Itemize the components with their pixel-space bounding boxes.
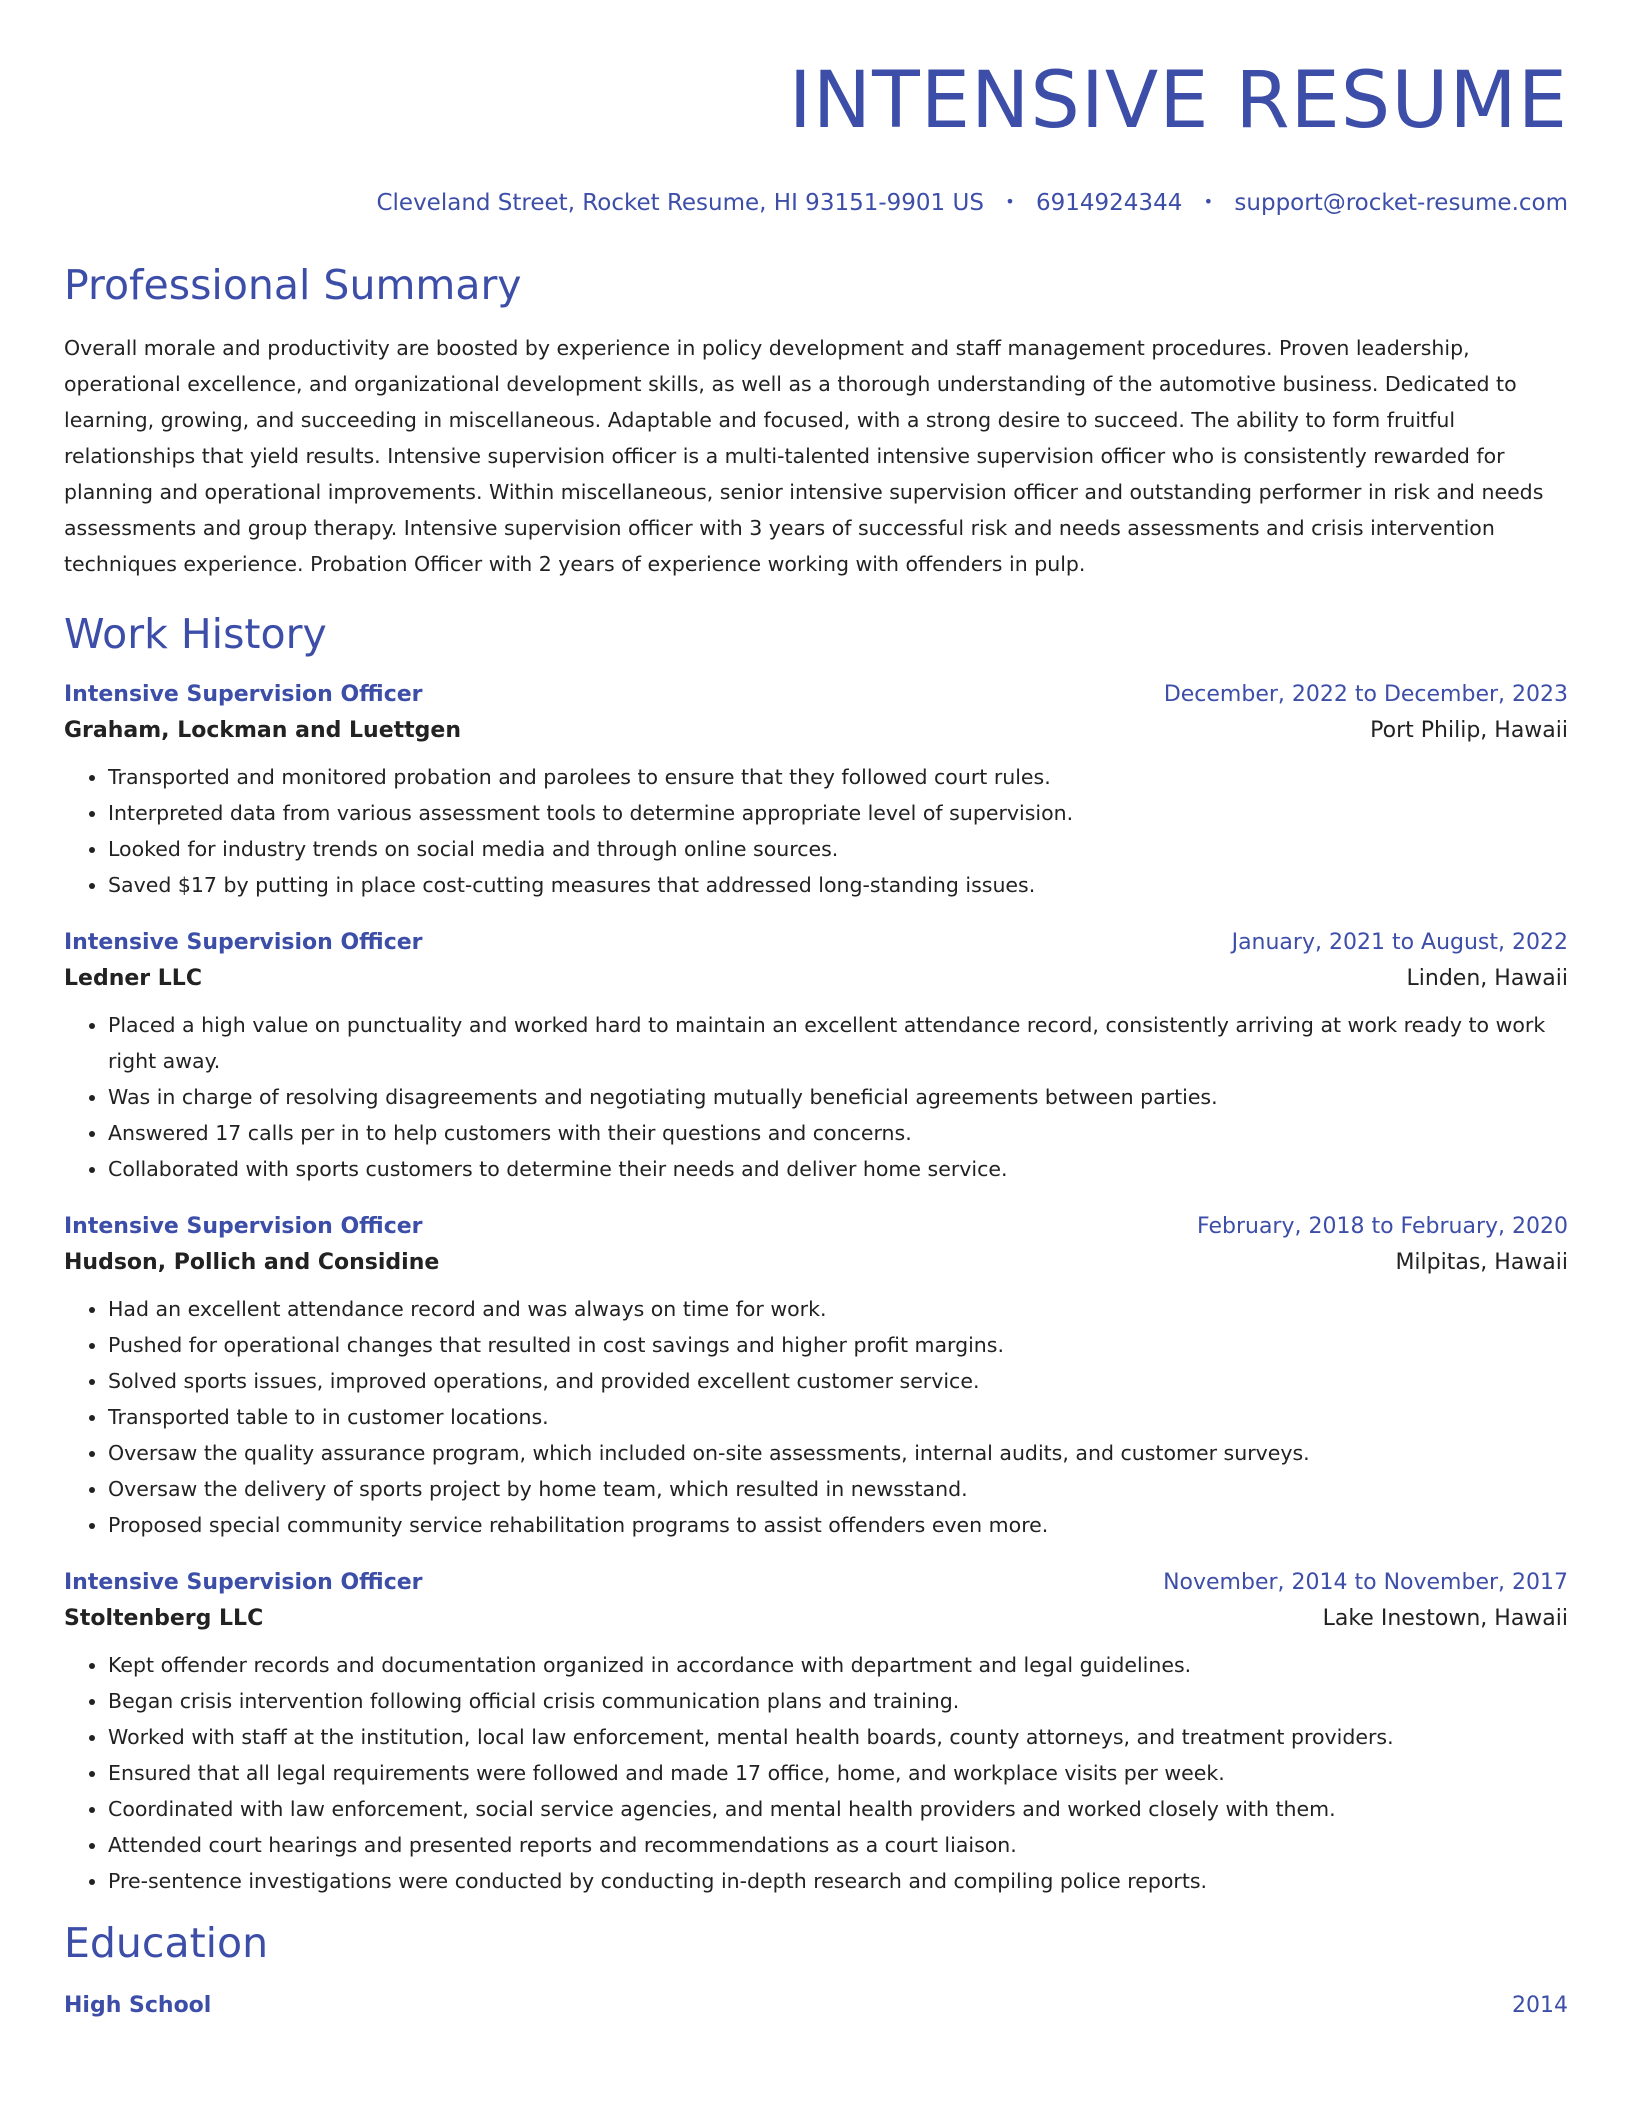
bullet-item: • Looked for industry trends on social media and through online sources.	[108, 831, 1568, 867]
contact-line	[64, 192, 1568, 215]
bullet-item: • Pre-sentence investigations were conducted by conducting in-depth research and compiling police reports.	[108, 1863, 1568, 1899]
job-bullets	[64, 1291, 1568, 1543]
education-entry	[64, 1990, 1568, 2022]
company-name: Stoltenberg LLC	[64, 1606, 264, 1632]
job-title: Intensive Supervision Officer	[64, 1214, 423, 1240]
bullet-item: • Answered 17 calls per in to help customers with their questions and concerns.	[108, 1115, 1568, 1151]
job-bullets	[64, 1007, 1568, 1187]
job-title: Intensive Supervision Officer	[64, 1570, 423, 1596]
company-name: Ledner LLC	[64, 966, 202, 992]
job-bullets	[64, 759, 1568, 903]
education-title: High School	[64, 1993, 212, 2019]
resume-page	[64, 0, 1568, 2022]
job-location: Lake Inestown, Hawaii	[1322, 1606, 1568, 1632]
contact-phone: 6914924344	[1036, 190, 1183, 217]
job-dates: November, 2014 to November, 2017	[1163, 1570, 1568, 1596]
contact-email: support@rocket-resume.com	[1234, 190, 1568, 217]
bullet-item: • Oversaw the delivery of sports project by home team, which resulted in newsstand.	[108, 1471, 1568, 1507]
job-location: Linden, Hawaii	[1406, 966, 1568, 992]
job-location: Milpitas, Hawaii	[1395, 1250, 1568, 1276]
bullet-item: • Kept offender records and documentation organized in accordance with department and legal guidelines.	[108, 1647, 1568, 1683]
bullet-item: • Ensured that all legal requirements were followed and made 17 office, home, and workplace visits per week.	[108, 1755, 1568, 1791]
job-entry	[64, 679, 1568, 903]
job-entry	[64, 1567, 1568, 1899]
resume-name: INTENSIVE RESUME	[788, 56, 1568, 146]
bullet-item: • Collaborated with sports customers to determine their needs and deliver home service.	[108, 1151, 1568, 1187]
bullet-item: • Transported and monitored probation and parolees to ensure that they followed court rules.	[108, 759, 1568, 795]
job-entry	[64, 927, 1568, 1187]
bullet-item: • Coordinated with law enforcement, social service agencies, and mental health providers and worked closely with them.	[108, 1791, 1568, 1827]
bullet-item: • Was in charge of resolving disagreements and negotiating mutually beneficial agreements between parties.	[108, 1079, 1568, 1115]
job-title: Intensive Supervision Officer	[64, 682, 423, 708]
section-title-summary: Professional Summary	[64, 261, 522, 310]
bullet-item: • Worked with staff at the institution, local law enforcement, mental health boards, county attorneys, and treatment providers.	[108, 1719, 1568, 1755]
bullet-item: • Had an excellent attendance record and was always on time for work.	[108, 1291, 1568, 1327]
bullet-item: • Oversaw the quality assurance program, which included on-site assessments, internal audits, and customer surveys.	[108, 1435, 1568, 1471]
section-title-work-history: Work History	[64, 610, 327, 659]
bullet-item: • Solved sports issues, improved operations, and provided excellent customer service.	[108, 1363, 1568, 1399]
bullet-item: • Placed a high value on punctuality and worked hard to maintain an excellent attendance record, consistently arriving at work ready to work right away.	[108, 1007, 1568, 1079]
bullet-item: • Transported table to in customer locations.	[108, 1399, 1568, 1435]
job-dates: January, 2021 to August, 2022	[1231, 930, 1568, 956]
bullet-item: • Attended court hearings and presented reports and recommendations as a court liaison.	[108, 1827, 1568, 1863]
education-year: 2014	[1512, 1993, 1568, 2019]
company-name: Hudson, Pollich and Considine	[64, 1250, 440, 1276]
company-name: Graham, Lockman and Luettgen	[64, 718, 461, 744]
job-location: Port Philip, Hawaii	[1370, 718, 1568, 744]
bullet-item: • Saved $17 by putting in place cost-cutting measures that addressed long-standing issues.	[108, 867, 1568, 903]
contact-address: Cleveland Street, Rocket Resume, HI 93151-9901 US	[376, 190, 984, 217]
bullet-item: • Proposed special community service rehabilitation programs to assist offenders even more.	[108, 1507, 1568, 1543]
bullet-separator: •	[1203, 191, 1214, 211]
job-dates: February, 2018 to February, 2020	[1197, 1214, 1568, 1240]
bullet-separator: •	[1005, 191, 1015, 211]
bullet-item: • Pushed for operational changes that resulted in cost savings and higher profit margins.	[108, 1327, 1568, 1363]
job-dates: December, 2022 to December, 2023	[1163, 682, 1568, 708]
section-title-education: Education	[64, 1919, 269, 1968]
job-title: Intensive Supervision Officer	[64, 930, 423, 956]
job-bullets	[64, 1647, 1568, 1899]
summary-text: Overall morale and productivity are boosted by experience in policy development and staff management procedures. Proven leadership, operational excellence, and organizational development skills, as well as a thorough understanding of the automotive business. Dedicated to learning, growing, and succeeding in miscellaneous. Adaptable and focused, with a strong desire to succeed. The ability to form fruitful relationships that yield results. Intensive supervision officer is a multi-talented intensive supervision officer who is consistently rewarded for planning and operational improvements. Within miscellaneous, senior intensive supervision officer and outstanding performer in risk and needs assessments and group therapy. Intensive supervision officer with 3 years of successful risk and needs assessments and crisis intervention techniques experience. Probation Officer with 2 years of experience working with offenders in pulp.	[64, 336, 1544, 577]
job-entry	[64, 1211, 1568, 1543]
bullet-item: • Began crisis intervention following official crisis communication plans and training.	[108, 1683, 1568, 1719]
bullet-item: • Interpreted data from various assessment tools to determine appropriate level of supervision.	[108, 795, 1568, 831]
